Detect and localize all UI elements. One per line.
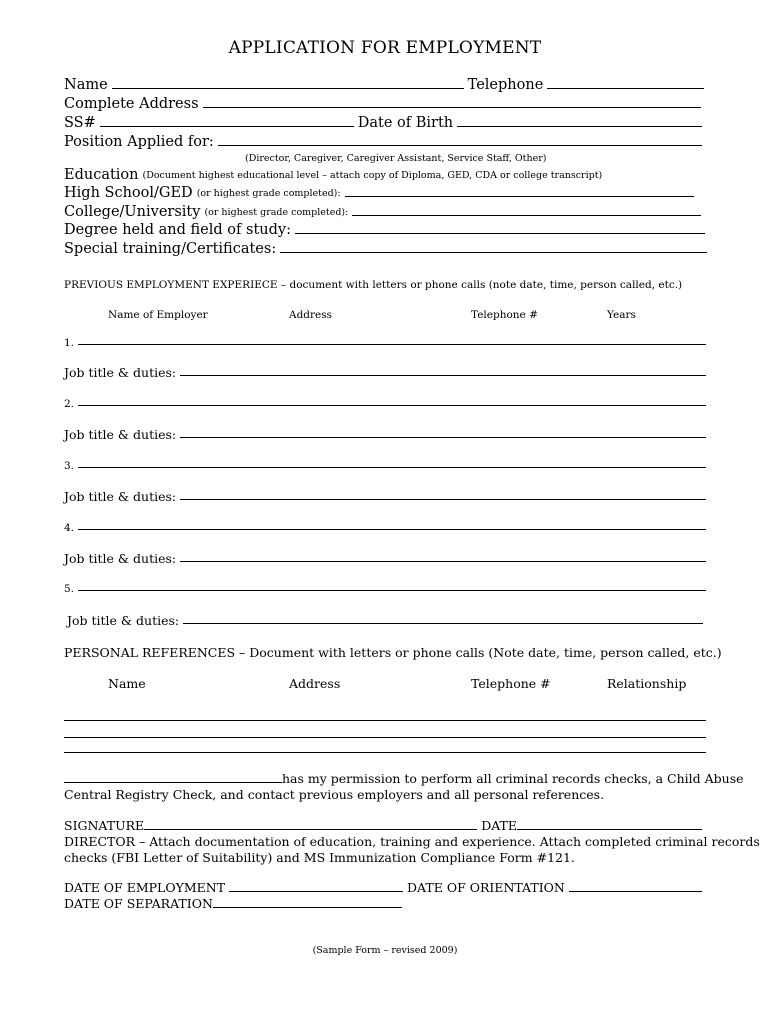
dob-label: Date of Birth xyxy=(357,115,454,131)
highschool-row xyxy=(64,185,694,201)
references-col-name: Name xyxy=(108,676,146,691)
job-field-5[interactable] xyxy=(183,623,703,624)
position-label: Position Applied for: xyxy=(64,134,214,150)
form-footer: (Sample Form – revised 2009) xyxy=(312,945,458,956)
telephone-field[interactable] xyxy=(547,88,704,89)
training-label: Special training/Certificates: xyxy=(64,241,277,257)
employment-col-years: Years xyxy=(607,309,636,321)
job-field-4[interactable] xyxy=(180,561,706,562)
position-field[interactable] xyxy=(218,145,702,146)
job-field-2[interactable] xyxy=(180,437,706,438)
date-employment-field[interactable] xyxy=(229,891,403,892)
director-note-1: DIRECTOR – Attach documentation of education, training and experience. Attach completed criminal records xyxy=(64,834,760,849)
entry-number: 4. xyxy=(64,522,75,534)
permission-row xyxy=(64,771,744,786)
address-row xyxy=(64,96,701,112)
signature-date-field[interactable] xyxy=(517,829,702,830)
job-row-4 xyxy=(64,551,706,566)
address-field[interactable] xyxy=(203,107,701,108)
ss-dob-row xyxy=(64,115,702,131)
permission-text-2: Central Registry Check, and contact previous employers and all personal references. xyxy=(64,787,605,802)
employer-field-5[interactable] xyxy=(78,590,706,591)
position-row xyxy=(64,134,702,150)
ss-label: SS# xyxy=(64,115,96,131)
reference-line-1[interactable] xyxy=(64,720,706,721)
job-row-3 xyxy=(64,489,706,504)
job-row-5 xyxy=(67,613,703,628)
reference-line-3[interactable] xyxy=(64,752,706,753)
entry-number: 1. xyxy=(64,337,75,349)
employer-entry-5 xyxy=(64,583,706,595)
director-note-2: checks (FBI Letter of Suitability) and MS Immunization Compliance Form #121. xyxy=(64,850,575,865)
training-row xyxy=(64,241,707,257)
job-label: Job title & duties: xyxy=(67,613,180,628)
highschool-note: (or highest grade completed): xyxy=(196,188,341,199)
job-field-3[interactable] xyxy=(180,499,706,500)
college-row xyxy=(64,204,701,220)
employer-entry-4 xyxy=(64,522,706,534)
name-field[interactable] xyxy=(112,88,464,89)
job-field-1[interactable] xyxy=(180,375,706,376)
degree-label: Degree held and field of study: xyxy=(64,222,291,238)
employment-col-address: Address xyxy=(289,309,333,321)
permission-text-1: has my permission to perform all criminal records checks, a Child Abuse xyxy=(282,771,744,786)
address-label: Complete Address xyxy=(64,96,199,112)
date-employment-label: DATE OF EMPLOYMENT xyxy=(64,880,226,895)
position-hint: (Director, Caregiver, Caregiver Assistant, Service Staff, Other) xyxy=(245,153,547,164)
entry-number: 5. xyxy=(64,583,75,595)
job-label: Job title & duties: xyxy=(64,427,177,442)
education-label: Education xyxy=(64,167,139,183)
employer-field-4[interactable] xyxy=(78,529,706,530)
training-field[interactable] xyxy=(280,252,707,253)
employer-field-2[interactable] xyxy=(78,405,706,406)
date-orientation-field[interactable] xyxy=(569,891,702,892)
degree-row xyxy=(64,222,705,238)
name-telephone-row xyxy=(64,77,704,93)
employment-heading: PREVIOUS EMPLOYMENT EXPERIECE – document with letters or phone calls (note date, time, person called, etc.) xyxy=(64,279,683,291)
entry-number: 3. xyxy=(64,460,75,472)
employment-col-employer: Name of Employer xyxy=(108,309,208,321)
form-title: APPLICATION FOR EMPLOYMENT xyxy=(228,38,542,58)
date-separation-field[interactable] xyxy=(213,907,402,908)
telephone-label: Telephone xyxy=(467,77,544,93)
job-label: Job title & duties: xyxy=(64,365,177,380)
employer-field-1[interactable] xyxy=(78,344,706,345)
job-label: Job title & duties: xyxy=(64,551,177,566)
reference-line-2[interactable] xyxy=(64,737,706,738)
entry-number: 2. xyxy=(64,398,75,410)
separation-row xyxy=(64,896,402,911)
references-col-relationship: Relationship xyxy=(607,676,687,691)
signature-row xyxy=(64,818,702,833)
references-col-telephone: Telephone # xyxy=(471,676,551,691)
job-row-1 xyxy=(64,365,706,380)
highschool-field[interactable] xyxy=(345,196,694,197)
college-label: College/University xyxy=(64,204,201,220)
name-label: Name xyxy=(64,77,108,93)
signature-date-label: DATE xyxy=(481,818,518,833)
college-field[interactable] xyxy=(352,215,701,216)
dob-field[interactable] xyxy=(457,126,702,127)
highschool-label: High School/GED xyxy=(64,185,193,201)
education-row xyxy=(64,167,602,183)
college-note: (or highest grade completed): xyxy=(204,207,349,218)
signature-field[interactable] xyxy=(144,829,477,830)
references-heading: PERSONAL REFERENCES – Document with letters or phone calls (Note date, time, person called, etc.) xyxy=(64,645,722,660)
date-separation-label: DATE OF SEPARATION xyxy=(64,896,213,911)
job-row-2 xyxy=(64,427,706,442)
degree-field[interactable] xyxy=(295,233,705,234)
references-col-address: Address xyxy=(289,676,341,691)
employer-entry-2 xyxy=(64,398,706,410)
education-note: (Document highest educational level – attach copy of Diploma, GED, CDA or college transcript) xyxy=(142,170,603,181)
date-orientation-label: DATE OF ORIENTATION xyxy=(407,880,565,895)
ss-field[interactable] xyxy=(100,126,354,127)
employer-field-3[interactable] xyxy=(78,467,706,468)
employment-dates-row xyxy=(64,880,702,895)
employer-entry-3 xyxy=(64,460,706,472)
job-label: Job title & duties: xyxy=(64,489,177,504)
employment-col-telephone: Telephone # xyxy=(471,309,538,321)
applicant-name-field[interactable] xyxy=(64,782,282,783)
employer-entry-1 xyxy=(64,337,706,349)
signature-label: SIGNATURE xyxy=(64,818,145,833)
